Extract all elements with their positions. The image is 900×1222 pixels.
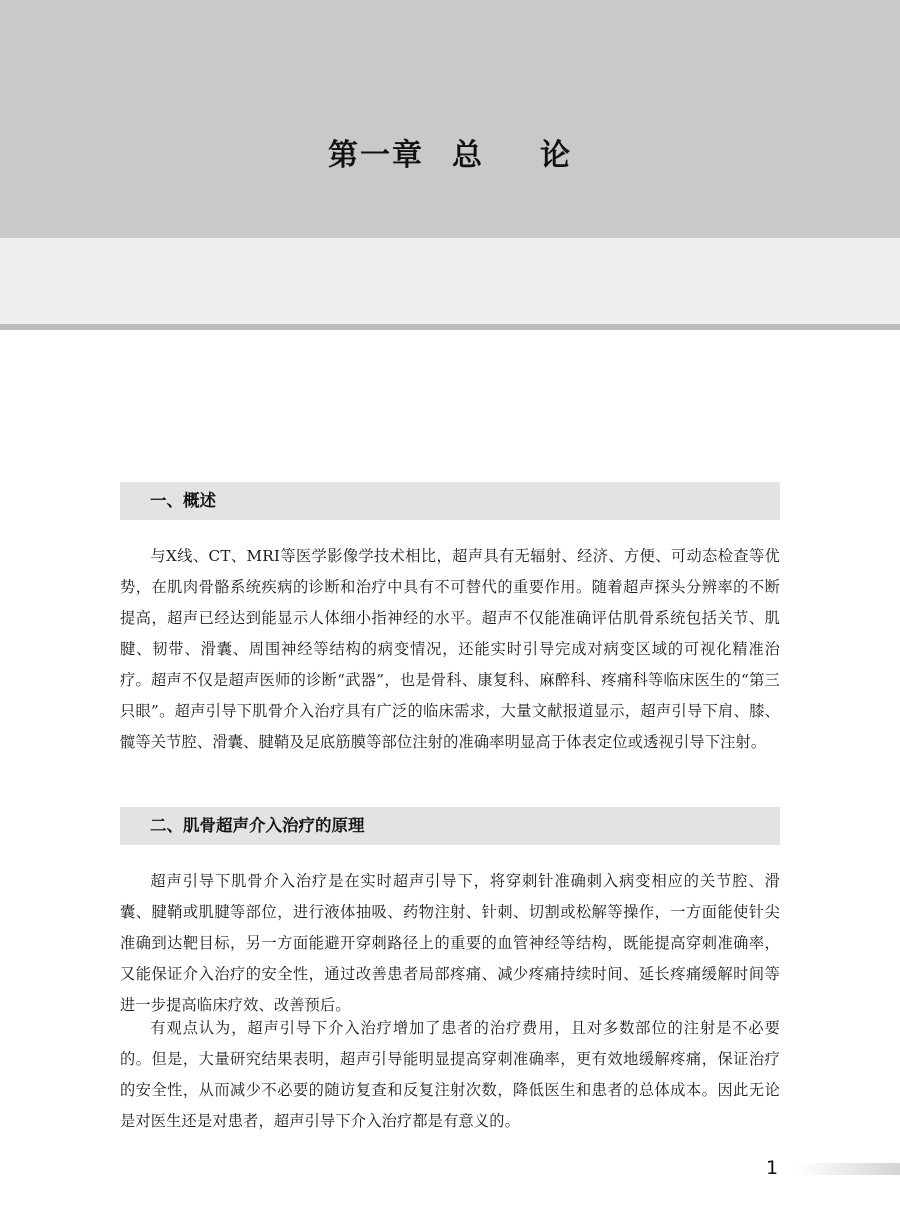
section-heading-overview: 一、概述 (120, 482, 780, 520)
chapter-number: 第一章 (328, 138, 424, 173)
chapter-header-divider (0, 324, 900, 330)
chapter-title-part1: 总 (452, 138, 484, 173)
principle-paragraph-2: 有观点认为，超声引导下介入治疗增加了患者的治疗费用，且对多数部位的注射是不必要的。但是，大量研究结果表明，超声引导能明显提高穿刺准确率，更有效地缓解疼痛，保证治疗的安全性，从而减少不必要的随访复查和反复注射次数，降低医生和患者的总体成本。因此无论是对医生还是对患者，超声引导下介入治疗都是有意义的。 (120, 1019, 780, 1130)
page-number: 1 (766, 1157, 779, 1179)
overview-paragraph: 与X线、CT、MRI等医学影像学技术相比，超声具有无辐射、经济、方便、可动态检查等优势，在肌肉骨骼系统疾病的诊断和治疗中具有不可替代的重要作用。随着超声探头分辨率的不断提高，超声已经达到能显示人体细小指神经的水平。超声不仅能准确评估肌骨系统包括关节、肌腱、韧带、滑囊、周围神经等结构的病变情况，还能实时引导完成对病变区域的可视化精准治疗。超声不仅是超声医师的诊断“武器”，也是骨科、康复科、麻醉科、疼痛科等临床医生的“第三只眼”。超声引导下肌骨介入治疗具有广泛的临床需求，大量文献报道显示，超声引导下肩、膝、髋等关节腔、滑囊、腱鞘及足底筋膜等部位注射的准确率明显高于体表定位或透视引导下注射。 (120, 547, 780, 751)
page-number-bar (796, 1163, 900, 1175)
section-heading-principle: 二、肌骨超声介入治疗的原理 (120, 807, 780, 845)
chapter-header-background (0, 0, 900, 238)
principle-paragraph-1: 超声引导下肌骨介入治疗是在实时超声引导下，将穿刺针准确刺入病变相应的关节腔、滑囊、腱鞘或肌腱等部位，进行液体抽吸、药物注射、针刺、切割或松解等操作，一方面能使针尖准确到达靶目标，另一方面能避开穿刺路径上的重要的血管神经等结构，既能提高穿刺准确率，又能保证介入治疗的安全性，通过改善患者局部疼痛、减少疼痛持续时间、延长疼痛缓解时间等进一步提高临床疗效、改善预后。 (120, 872, 780, 1014)
chapter-title-part2: 论 (540, 138, 572, 173)
chapter-title (0, 130, 900, 174)
chapter-header-band (0, 238, 900, 324)
